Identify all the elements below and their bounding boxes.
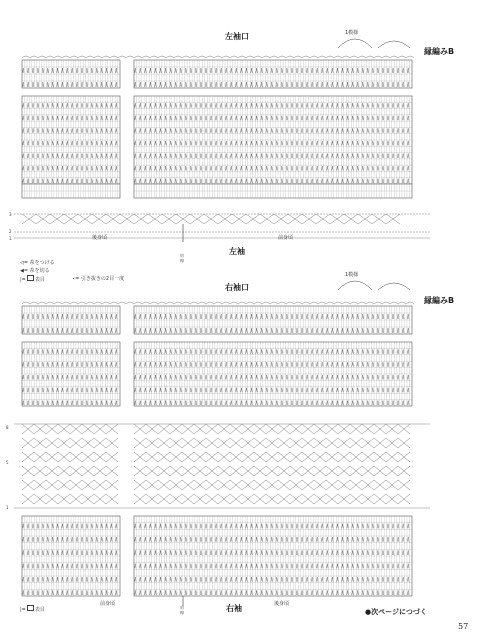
bottom-cross-right-1 (134, 438, 410, 448)
bottom-grid-c-left-lines (22, 516, 120, 596)
top-grid-b-left-lines (22, 96, 120, 184)
bottom-cross-left-4 (22, 480, 118, 490)
bottom-repeat-bracket (338, 281, 372, 290)
top-repeat-fan (378, 41, 410, 48)
knit-box-icon (27, 275, 34, 281)
top-repeat-bracket (338, 39, 372, 48)
top-edge-label: 縁編みB (424, 47, 455, 56)
top-repeat-label: 1模様 (345, 30, 359, 36)
top-grid-c-left-lines (22, 184, 120, 198)
legend-slip: ⋆= 引き抜きの2目一度 (72, 276, 125, 282)
bottom-cross-left-0 (22, 424, 118, 434)
bottom-label-back: 後身頃 (274, 601, 290, 607)
bottom-cross-right-4 (134, 480, 410, 490)
bottom-grid-a-left-lines (22, 306, 120, 334)
bottom-row-8: 8 (6, 425, 9, 430)
bottom-repeat-label: 1模様 (345, 272, 359, 278)
slip-stitch-icon: ⋆ (72, 276, 76, 282)
top-row-2: 2 (9, 229, 12, 234)
legend-cut: ◀= 糸を切る (20, 268, 50, 274)
knit-box-icon-2 (27, 605, 34, 611)
page-number: 57 (458, 622, 469, 631)
bottom-label-front: 前身頃 (100, 601, 116, 607)
bottom-grid-b-left-lines (22, 342, 120, 406)
top-label-sleeve: 左袖 (229, 247, 245, 256)
top-repeat-arcs (22, 56, 414, 58)
bottom-cross-right-0 (134, 424, 410, 434)
bottom-row-5: 5 (6, 460, 9, 465)
top-chart-title: 左袖口 (225, 32, 249, 41)
bottom-cross-right-3 (134, 466, 410, 476)
bottom-cross-left-3 (22, 466, 118, 476)
bottom-cross-left-1 (22, 438, 118, 448)
bottom-chart-title: 右袖口 (225, 283, 249, 292)
bottom-shoulder-label: 肩線 (180, 605, 184, 615)
top-row-3: 3 (9, 212, 12, 217)
top-label-front: 前身頃 (278, 235, 294, 241)
legend-knit: |= 表目 (20, 277, 45, 283)
bottom-cross-right-2 (134, 452, 410, 462)
attach-arrow-icon: ◁ (20, 260, 24, 266)
bottom-edge-label: 縁編みB (424, 296, 455, 305)
bottom-cross-left-2 (22, 452, 118, 462)
bottom-repeat-arcs (22, 302, 414, 304)
continue-note: ●次ページにつづく (365, 608, 427, 616)
bottom-cross-right-5 (134, 494, 410, 504)
top-shoulder-label: 肩線 (180, 253, 184, 263)
bottom-label-sleeve: 右袖 (226, 604, 242, 613)
top-grid-a-left-lines (22, 60, 120, 88)
bottom-legend-knit: |= 表目 (20, 607, 45, 613)
cut-arrow-icon: ◀ (20, 268, 24, 274)
legend-attach: ◁= 糸をつける (20, 260, 55, 266)
top-label-back: 後身頃 (92, 235, 108, 241)
top-cross-row (22, 214, 400, 224)
bottom-cross-left-5 (22, 494, 118, 504)
bottom-row-1: 1 (6, 505, 9, 510)
top-row-1: 1 (9, 236, 12, 241)
bottom-repeat-fan (378, 283, 410, 290)
